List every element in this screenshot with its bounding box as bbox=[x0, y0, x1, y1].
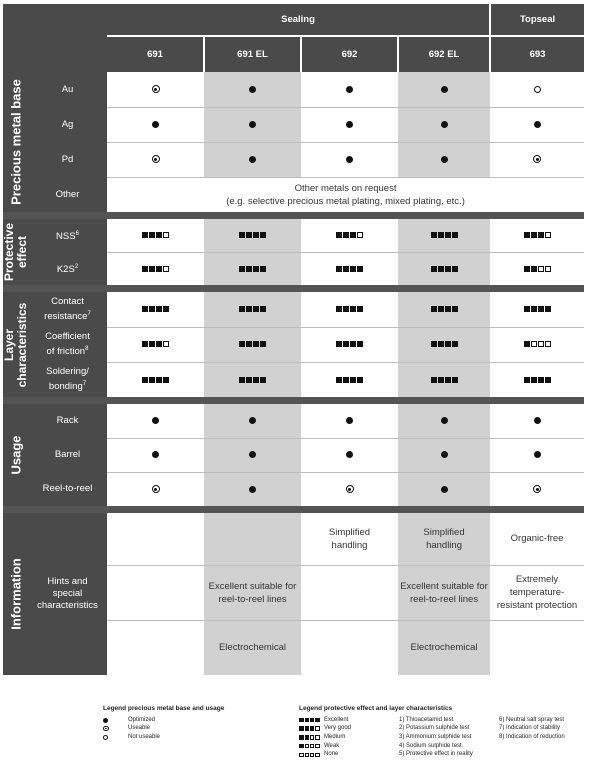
rating-square bbox=[299, 718, 304, 723]
rating-square bbox=[350, 341, 356, 347]
rating-square bbox=[142, 266, 148, 272]
optimized-symbol bbox=[152, 121, 159, 128]
row-label-ag: Ag bbox=[28, 107, 107, 142]
rating-contact-692 bbox=[301, 292, 398, 327]
rating-square bbox=[156, 341, 162, 347]
rating-square bbox=[438, 341, 444, 347]
info-692-el-r3: Electrochemical bbox=[398, 620, 490, 675]
info-693-r3 bbox=[490, 620, 584, 675]
rating-square bbox=[350, 306, 356, 312]
row-label-pd: Pd bbox=[28, 142, 107, 177]
rating-square bbox=[343, 377, 349, 383]
not-useable-symbol bbox=[103, 735, 108, 740]
rating-square bbox=[452, 341, 458, 347]
rating-square bbox=[310, 718, 315, 723]
rating-square bbox=[246, 306, 252, 312]
header-group-sealing: Sealing bbox=[107, 4, 490, 36]
rating-square bbox=[445, 341, 451, 347]
rating-square bbox=[239, 341, 245, 347]
row-label-barrel: Barrel bbox=[28, 438, 107, 472]
rating-square bbox=[431, 266, 437, 272]
rating-square bbox=[305, 744, 310, 749]
info-691-r1 bbox=[107, 513, 204, 565]
comparison-table bbox=[3, 4, 584, 675]
rating-square bbox=[299, 744, 304, 749]
rating-square bbox=[531, 341, 537, 347]
legend-protective bbox=[299, 705, 589, 759]
rating-square bbox=[524, 266, 530, 272]
cell-au-691 bbox=[107, 72, 204, 107]
rating-square bbox=[315, 744, 320, 749]
rating-square bbox=[156, 306, 162, 312]
optimized-symbol bbox=[249, 121, 256, 128]
optimized-symbol bbox=[346, 156, 353, 163]
cell-reel-692 bbox=[301, 472, 398, 506]
footnote: 6) Neutral salt spray test bbox=[499, 716, 565, 723]
cell-barrel-691-el bbox=[204, 438, 301, 472]
info-691-el-r2: Excellent suitable for reel-to-reel lines bbox=[204, 565, 301, 620]
section-label-information: Information bbox=[3, 513, 28, 675]
info-692-r3 bbox=[301, 620, 398, 675]
cell-rack-692 bbox=[301, 404, 398, 438]
rating-square bbox=[149, 341, 155, 347]
legend-rating-item: Medium bbox=[299, 733, 399, 742]
section-divider bbox=[3, 506, 584, 513]
rating-square bbox=[156, 266, 162, 272]
optimized-symbol bbox=[152, 417, 159, 424]
rating-square bbox=[239, 232, 245, 238]
rating-square bbox=[538, 341, 544, 347]
section-label-precious-metal: Precious metal base bbox=[3, 72, 28, 212]
optimized-symbol bbox=[346, 451, 353, 458]
rating-square bbox=[343, 266, 349, 272]
rating-square bbox=[310, 735, 315, 740]
header-corner bbox=[3, 4, 107, 36]
rating-square bbox=[310, 744, 315, 749]
cell-barrel-693 bbox=[490, 438, 584, 472]
rating-square bbox=[343, 232, 349, 238]
rating-square bbox=[163, 232, 169, 238]
info-691-r2 bbox=[107, 565, 204, 620]
info-692-r2 bbox=[301, 565, 398, 620]
rating-square bbox=[260, 341, 266, 347]
rating-soldering-693 bbox=[490, 362, 584, 397]
info-691-r3 bbox=[107, 620, 204, 675]
rating-square bbox=[452, 232, 458, 238]
optimized-symbol bbox=[441, 156, 448, 163]
row-label-k2s: $K2S^2$ bbox=[28, 252, 107, 285]
optimized-symbol bbox=[534, 451, 541, 458]
footnote: 3) Ammonium sulphide test bbox=[399, 734, 472, 741]
rating-nss-691 bbox=[107, 219, 204, 252]
row-label-other: Other bbox=[28, 177, 107, 212]
optimized-symbol bbox=[441, 86, 448, 93]
legend-protective-title: Legend protective effect and layer characteristics bbox=[299, 705, 453, 712]
product-header-693: 693 bbox=[490, 36, 584, 72]
rating-square bbox=[149, 232, 155, 238]
rating-square bbox=[239, 306, 245, 312]
rating-square bbox=[431, 377, 437, 383]
rating-square bbox=[149, 377, 155, 383]
optimized-symbol bbox=[346, 86, 353, 93]
product-header-692: 692 bbox=[301, 36, 398, 72]
rating-square bbox=[253, 306, 259, 312]
cell-pd-691 bbox=[107, 142, 204, 177]
footnote: 2) Potassium sulphide test bbox=[399, 725, 470, 732]
rating-square bbox=[538, 306, 544, 312]
rating-square bbox=[336, 232, 342, 238]
rating-square bbox=[310, 726, 315, 731]
rating-square bbox=[163, 377, 169, 383]
rating-square bbox=[246, 266, 252, 272]
rating-square bbox=[438, 377, 444, 383]
optimized-symbol bbox=[249, 417, 256, 424]
rating-square bbox=[531, 266, 537, 272]
section-divider bbox=[3, 397, 584, 404]
useable-symbol bbox=[103, 726, 109, 732]
rating-square bbox=[357, 232, 363, 238]
product-header-691-el: 691 EL bbox=[204, 36, 301, 72]
rating-k2s-691-el bbox=[204, 252, 301, 285]
rating-k2s-691 bbox=[107, 252, 204, 285]
optimized-symbol bbox=[152, 451, 159, 458]
optimized-symbol bbox=[441, 121, 448, 128]
footnote: 4) Sodium sulphide test bbox=[399, 742, 462, 749]
footnote: 5) Protective effect in reality bbox=[399, 751, 473, 758]
optimized-symbol bbox=[534, 417, 541, 424]
rating-square bbox=[538, 232, 544, 238]
rating-square bbox=[531, 232, 537, 238]
rating-square bbox=[315, 726, 320, 731]
cell-barrel-692 bbox=[301, 438, 398, 472]
cell-reel-692-el bbox=[398, 472, 490, 506]
rating-square bbox=[545, 377, 551, 383]
rating-square bbox=[336, 341, 342, 347]
row-label-rack: Rack bbox=[28, 404, 107, 438]
legend-rating-item: None bbox=[299, 750, 399, 759]
rating-square bbox=[315, 718, 320, 723]
rating-square bbox=[156, 232, 162, 238]
rating-k2s-693 bbox=[490, 252, 584, 285]
rating-square bbox=[305, 753, 310, 758]
product-header-691: 691 bbox=[107, 36, 204, 72]
rating-square bbox=[142, 341, 148, 347]
rating-square bbox=[524, 377, 530, 383]
rating-friction-691 bbox=[107, 327, 204, 362]
rating-soldering-691 bbox=[107, 362, 204, 397]
rating-square bbox=[524, 232, 530, 238]
rating-square bbox=[239, 266, 245, 272]
rating-square bbox=[315, 735, 320, 740]
rating-nss-692-el bbox=[398, 219, 490, 252]
rating-square bbox=[299, 753, 304, 758]
rating-square bbox=[163, 306, 169, 312]
row-label-hints: Hints and special characteristics bbox=[28, 513, 107, 675]
other-metals-note bbox=[107, 177, 584, 212]
rating-square bbox=[431, 306, 437, 312]
rating-square bbox=[142, 377, 148, 383]
optimized-symbol bbox=[441, 417, 448, 424]
rating-nss-693 bbox=[490, 219, 584, 252]
cell-rack-693 bbox=[490, 404, 584, 438]
rating-square bbox=[452, 266, 458, 272]
rating-square bbox=[452, 306, 458, 312]
cell-au-691-el bbox=[204, 72, 301, 107]
rating-square bbox=[163, 341, 169, 347]
cell-pd-693 bbox=[490, 142, 584, 177]
useable-symbol bbox=[152, 155, 160, 163]
rating-soldering-692-el bbox=[398, 362, 490, 397]
rating-nss-692 bbox=[301, 219, 398, 252]
rating-square bbox=[142, 232, 148, 238]
rating-square bbox=[350, 232, 356, 238]
row-label-soldering: Soldering/ bonding$^7$ bbox=[28, 362, 107, 397]
cell-ag-692 bbox=[301, 107, 398, 142]
rating-square bbox=[149, 266, 155, 272]
rating-square bbox=[305, 735, 310, 740]
rating-square bbox=[357, 377, 363, 383]
rating-square bbox=[246, 232, 252, 238]
rating-square bbox=[336, 377, 342, 383]
optimized-symbol bbox=[249, 451, 256, 458]
rating-square bbox=[239, 377, 245, 383]
optimized-symbol bbox=[103, 718, 108, 723]
cell-rack-691-el bbox=[204, 404, 301, 438]
rating-square bbox=[142, 306, 148, 312]
section-divider bbox=[3, 285, 584, 292]
info-693-r1: Organic-free bbox=[490, 513, 584, 565]
cell-rack-692-el bbox=[398, 404, 490, 438]
rating-square bbox=[438, 232, 444, 238]
legend-rating-item: Excellent bbox=[299, 716, 399, 725]
optimized-symbol bbox=[249, 86, 256, 93]
cell-rack-691 bbox=[107, 404, 204, 438]
rating-square bbox=[452, 377, 458, 383]
rating-square bbox=[260, 306, 266, 312]
footnote: 8) Indication of reduction bbox=[499, 734, 565, 741]
optimized-symbol bbox=[441, 451, 448, 458]
footnote: 1) Thioacetamid test bbox=[399, 716, 454, 723]
rating-square bbox=[438, 266, 444, 272]
optimized-symbol bbox=[534, 121, 541, 128]
rating-contact-693 bbox=[490, 292, 584, 327]
rating-square bbox=[253, 341, 259, 347]
rating-k2s-692 bbox=[301, 252, 398, 285]
rating-square bbox=[545, 341, 551, 347]
rating-friction-691-el bbox=[204, 327, 301, 362]
info-693-r2: Extremely temperature- resistant protection bbox=[490, 565, 584, 620]
info-692-r1: Simplified handling bbox=[301, 513, 398, 565]
header-group-topseal: Topseal bbox=[490, 4, 584, 36]
header-corner-lower bbox=[3, 36, 107, 72]
rating-square bbox=[260, 266, 266, 272]
cell-ag-692-el bbox=[398, 107, 490, 142]
rating-square bbox=[524, 306, 530, 312]
cell-pd-691-el bbox=[204, 142, 301, 177]
row-label-nss: NSS$^6$ bbox=[28, 219, 107, 252]
rating-square bbox=[149, 306, 155, 312]
rating-friction-692-el bbox=[398, 327, 490, 362]
cell-reel-691-el bbox=[204, 472, 301, 506]
legend-test-notes bbox=[399, 716, 499, 759]
rating-square bbox=[538, 377, 544, 383]
rating-square bbox=[545, 266, 551, 272]
legend-usage-item: Not useable bbox=[103, 733, 224, 742]
section-label-layer: Layer characteristics bbox=[3, 292, 28, 397]
cell-barrel-692-el bbox=[398, 438, 490, 472]
cell-barrel-691 bbox=[107, 438, 204, 472]
rating-soldering-692 bbox=[301, 362, 398, 397]
rating-square bbox=[246, 377, 252, 383]
rating-contact-691 bbox=[107, 292, 204, 327]
useable-symbol bbox=[346, 485, 354, 493]
rating-square bbox=[260, 232, 266, 238]
info-692-el-r2: Excellent suitable for reel-to-reel lines bbox=[398, 565, 490, 620]
rating-soldering-691-el bbox=[204, 362, 301, 397]
rating-square bbox=[431, 232, 437, 238]
rating-square bbox=[336, 266, 342, 272]
row-label-contact-resistance: Contact resistance$^7$ bbox=[28, 292, 107, 327]
rating-contact-692-el bbox=[398, 292, 490, 327]
info-692-el-r1: Simplified handling bbox=[398, 513, 490, 565]
rating-square bbox=[315, 753, 320, 758]
useable-symbol bbox=[533, 155, 541, 163]
rating-square bbox=[524, 341, 530, 347]
footnote: 7) Indication of stability bbox=[499, 725, 561, 732]
rating-square bbox=[260, 377, 266, 383]
rating-square bbox=[445, 266, 451, 272]
cell-pd-692 bbox=[301, 142, 398, 177]
rating-square bbox=[531, 306, 537, 312]
legend-indication-notes bbox=[499, 716, 589, 759]
optimized-symbol bbox=[346, 417, 353, 424]
useable-symbol bbox=[152, 85, 160, 93]
other-metals-line2: (e.g. selective precious metal plating, mixed plating, etc.) bbox=[226, 195, 465, 207]
rating-square bbox=[357, 341, 363, 347]
cell-ag-693 bbox=[490, 107, 584, 142]
legend-rating-item: Weak bbox=[299, 742, 399, 751]
rating-square bbox=[431, 341, 437, 347]
info-691-el-r3: Electrochemical bbox=[204, 620, 301, 675]
rating-square bbox=[545, 232, 551, 238]
rating-square bbox=[545, 306, 551, 312]
row-label-friction: Coefficient of friction$^8$ bbox=[28, 327, 107, 362]
optimized-symbol bbox=[249, 486, 256, 493]
rating-square bbox=[531, 377, 537, 383]
not-useable-symbol bbox=[534, 86, 541, 93]
rating-square bbox=[350, 266, 356, 272]
section-label-usage: Usage bbox=[3, 404, 28, 506]
cell-pd-692-el bbox=[398, 142, 490, 177]
rating-square bbox=[445, 232, 451, 238]
row-label-au: Au bbox=[28, 72, 107, 107]
info-691-el-r1 bbox=[204, 513, 301, 565]
section-divider bbox=[3, 212, 584, 219]
cell-au-693 bbox=[490, 72, 584, 107]
rating-k2s-692-el bbox=[398, 252, 490, 285]
rating-square bbox=[305, 718, 310, 723]
rating-square bbox=[343, 306, 349, 312]
rating-square bbox=[336, 306, 342, 312]
section-label-protective: Protective effect bbox=[3, 219, 28, 285]
cell-reel-691 bbox=[107, 472, 204, 506]
rating-square bbox=[357, 306, 363, 312]
legend-usage-item: Optimized bbox=[103, 716, 224, 725]
legend-usage-item: Useable bbox=[103, 724, 224, 733]
rating-square bbox=[246, 341, 252, 347]
cell-au-692 bbox=[301, 72, 398, 107]
cell-reel-693 bbox=[490, 472, 584, 506]
rating-square bbox=[163, 266, 169, 272]
rating-square bbox=[305, 726, 310, 731]
rating-nss-691-el bbox=[204, 219, 301, 252]
rating-square bbox=[253, 266, 259, 272]
rating-square bbox=[445, 306, 451, 312]
legend-usage-title: Legend precious metal base and usage bbox=[103, 705, 225, 712]
cell-au-692-el bbox=[398, 72, 490, 107]
rating-square bbox=[357, 266, 363, 272]
rating-square bbox=[538, 266, 544, 272]
rating-square bbox=[350, 377, 356, 383]
legend-usage bbox=[103, 705, 224, 742]
cell-ag-691-el bbox=[204, 107, 301, 142]
rating-square bbox=[438, 306, 444, 312]
rating-square bbox=[299, 726, 304, 731]
optimized-symbol bbox=[346, 121, 353, 128]
rating-contact-691-el bbox=[204, 292, 301, 327]
rating-friction-692 bbox=[301, 327, 398, 362]
rating-square bbox=[343, 341, 349, 347]
rating-square bbox=[156, 377, 162, 383]
rating-square bbox=[253, 232, 259, 238]
rating-square bbox=[253, 377, 259, 383]
legend-rating-item: Very good bbox=[299, 724, 399, 733]
row-label-reel-to-reel: Reel-to-reel bbox=[28, 472, 107, 506]
optimized-symbol bbox=[441, 486, 448, 493]
useable-symbol bbox=[152, 485, 160, 493]
rating-square bbox=[310, 753, 315, 758]
optimized-symbol bbox=[249, 156, 256, 163]
rating-square bbox=[299, 735, 304, 740]
rating-friction-693 bbox=[490, 327, 584, 362]
rating-square bbox=[445, 377, 451, 383]
product-header-692-el: 692 EL bbox=[398, 36, 490, 72]
legend-rating-list bbox=[299, 716, 399, 759]
useable-symbol bbox=[533, 485, 541, 493]
other-metals-line1: Other metals on request bbox=[294, 182, 397, 194]
cell-ag-691 bbox=[107, 107, 204, 142]
